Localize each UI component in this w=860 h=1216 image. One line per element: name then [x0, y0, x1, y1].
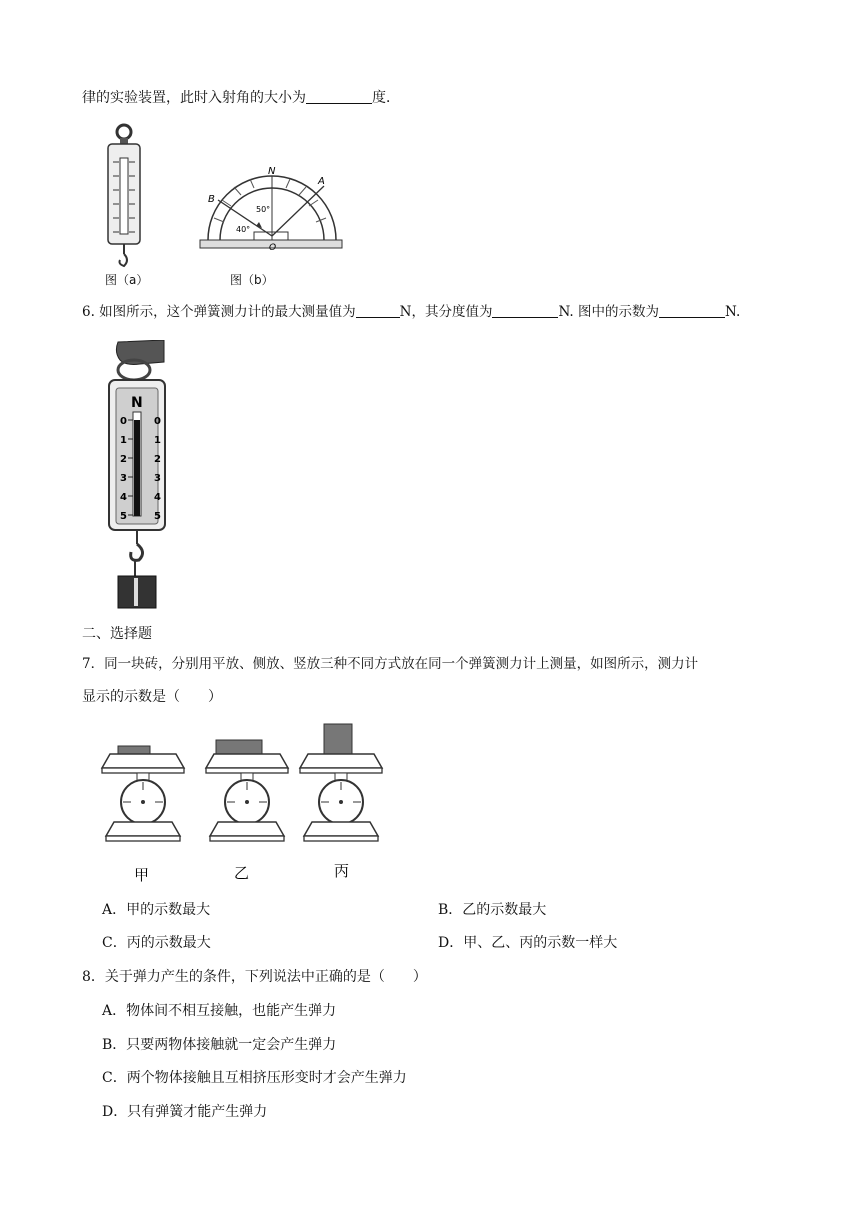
q8-option-b[interactable]: B．只要两物体接触就一定会产生弹力 [102, 1037, 337, 1053]
q7-option-c[interactable]: C．丙的示数最大 [102, 935, 211, 951]
q7-option-d[interactable]: D．甲、乙、丙的示数一样大 [438, 935, 618, 951]
label-yi: 乙 [234, 864, 250, 882]
q6-text-3: N. 图中的示数为 [558, 304, 660, 320]
q6-blank-division[interactable] [492, 303, 558, 318]
q7-stem-line-2: 显示的示数是（ ） [82, 689, 222, 705]
label-O: O [269, 243, 277, 253]
scale-tick-right-5: 5 [154, 511, 161, 522]
scale-tick-right-1: 1 [154, 435, 161, 446]
scale-tick-right-0: 0 [154, 416, 161, 427]
label-angle-40: 40° [236, 225, 251, 234]
q5-unit: 度． [372, 90, 400, 106]
q7-option-a[interactable]: A．甲的示数最大 [102, 902, 211, 918]
scale-tick-left-1: 1 [120, 435, 127, 446]
q8-option-d[interactable]: D．只有弹簧才能产生弹力 [102, 1104, 268, 1120]
scale-tick-left-2: 2 [120, 454, 127, 465]
q8-option-c[interactable]: C．两个物体接触且互相挤压形变时才会产生弹力 [102, 1070, 407, 1086]
q5-answer-blank[interactable] [306, 89, 372, 104]
q6-text-1: 6. 如图所示，这个弹簧测力计的最大测量值为 [82, 304, 356, 320]
label-angle-50: 50° [256, 205, 271, 214]
scale-tick-left-0: 0 [120, 416, 127, 427]
scale-bing [300, 724, 382, 841]
label-jia: 甲 [134, 866, 150, 884]
q8-option-a[interactable]: A．物体间不相互接触，也能产生弹力 [102, 1003, 337, 1019]
q6-text-2: N，其分度值为 [399, 304, 493, 320]
q6-blank-max[interactable] [356, 303, 400, 318]
q7-option-b[interactable]: B．乙的示数最大 [438, 902, 547, 918]
scale-tick-left-4: 4 [120, 492, 127, 503]
q6-stem [82, 302, 740, 322]
scale-tick-right-3: 3 [154, 473, 161, 484]
section-2-title: 二、选择题 [82, 626, 152, 642]
label-N: N [268, 166, 276, 177]
label-A: A [318, 176, 325, 187]
figure-b-reflection-apparatus [196, 160, 346, 254]
q7-stem-line-1: 7．同一块砖，分别用平放、侧放、竖放三种不同方式放在同一个弹簧测力计上测量，如图所示，测力计 [82, 656, 699, 672]
scale-tick-right-2: 2 [154, 454, 161, 465]
scale-tick-left-3: 3 [120, 473, 127, 484]
label-B: B [208, 194, 215, 205]
q5-line [82, 88, 400, 108]
scale-tick-right-4: 4 [154, 492, 161, 503]
scale-unit-label: N [131, 395, 143, 411]
label-bing: 丙 [334, 862, 350, 880]
q6-spring-scale-figure [104, 340, 176, 612]
figure-a-caption: 图（a） [105, 273, 149, 287]
scale-yi [206, 740, 288, 841]
q7-three-scales-figure [98, 718, 388, 888]
figure-a-spring-scale [100, 122, 150, 274]
q6-text-4: N. [725, 304, 741, 320]
q8-stem: 8．关于弹力产生的条件，下列说法中正确的是（ ） [82, 969, 427, 985]
q5-text: 律的实验装置，此时入射角的大小为 [82, 90, 306, 106]
figure-b-caption: 图（b） [230, 273, 274, 287]
q6-blank-reading[interactable] [659, 303, 725, 318]
scale-tick-left-5: 5 [120, 511, 127, 522]
scale-jia [102, 746, 184, 841]
